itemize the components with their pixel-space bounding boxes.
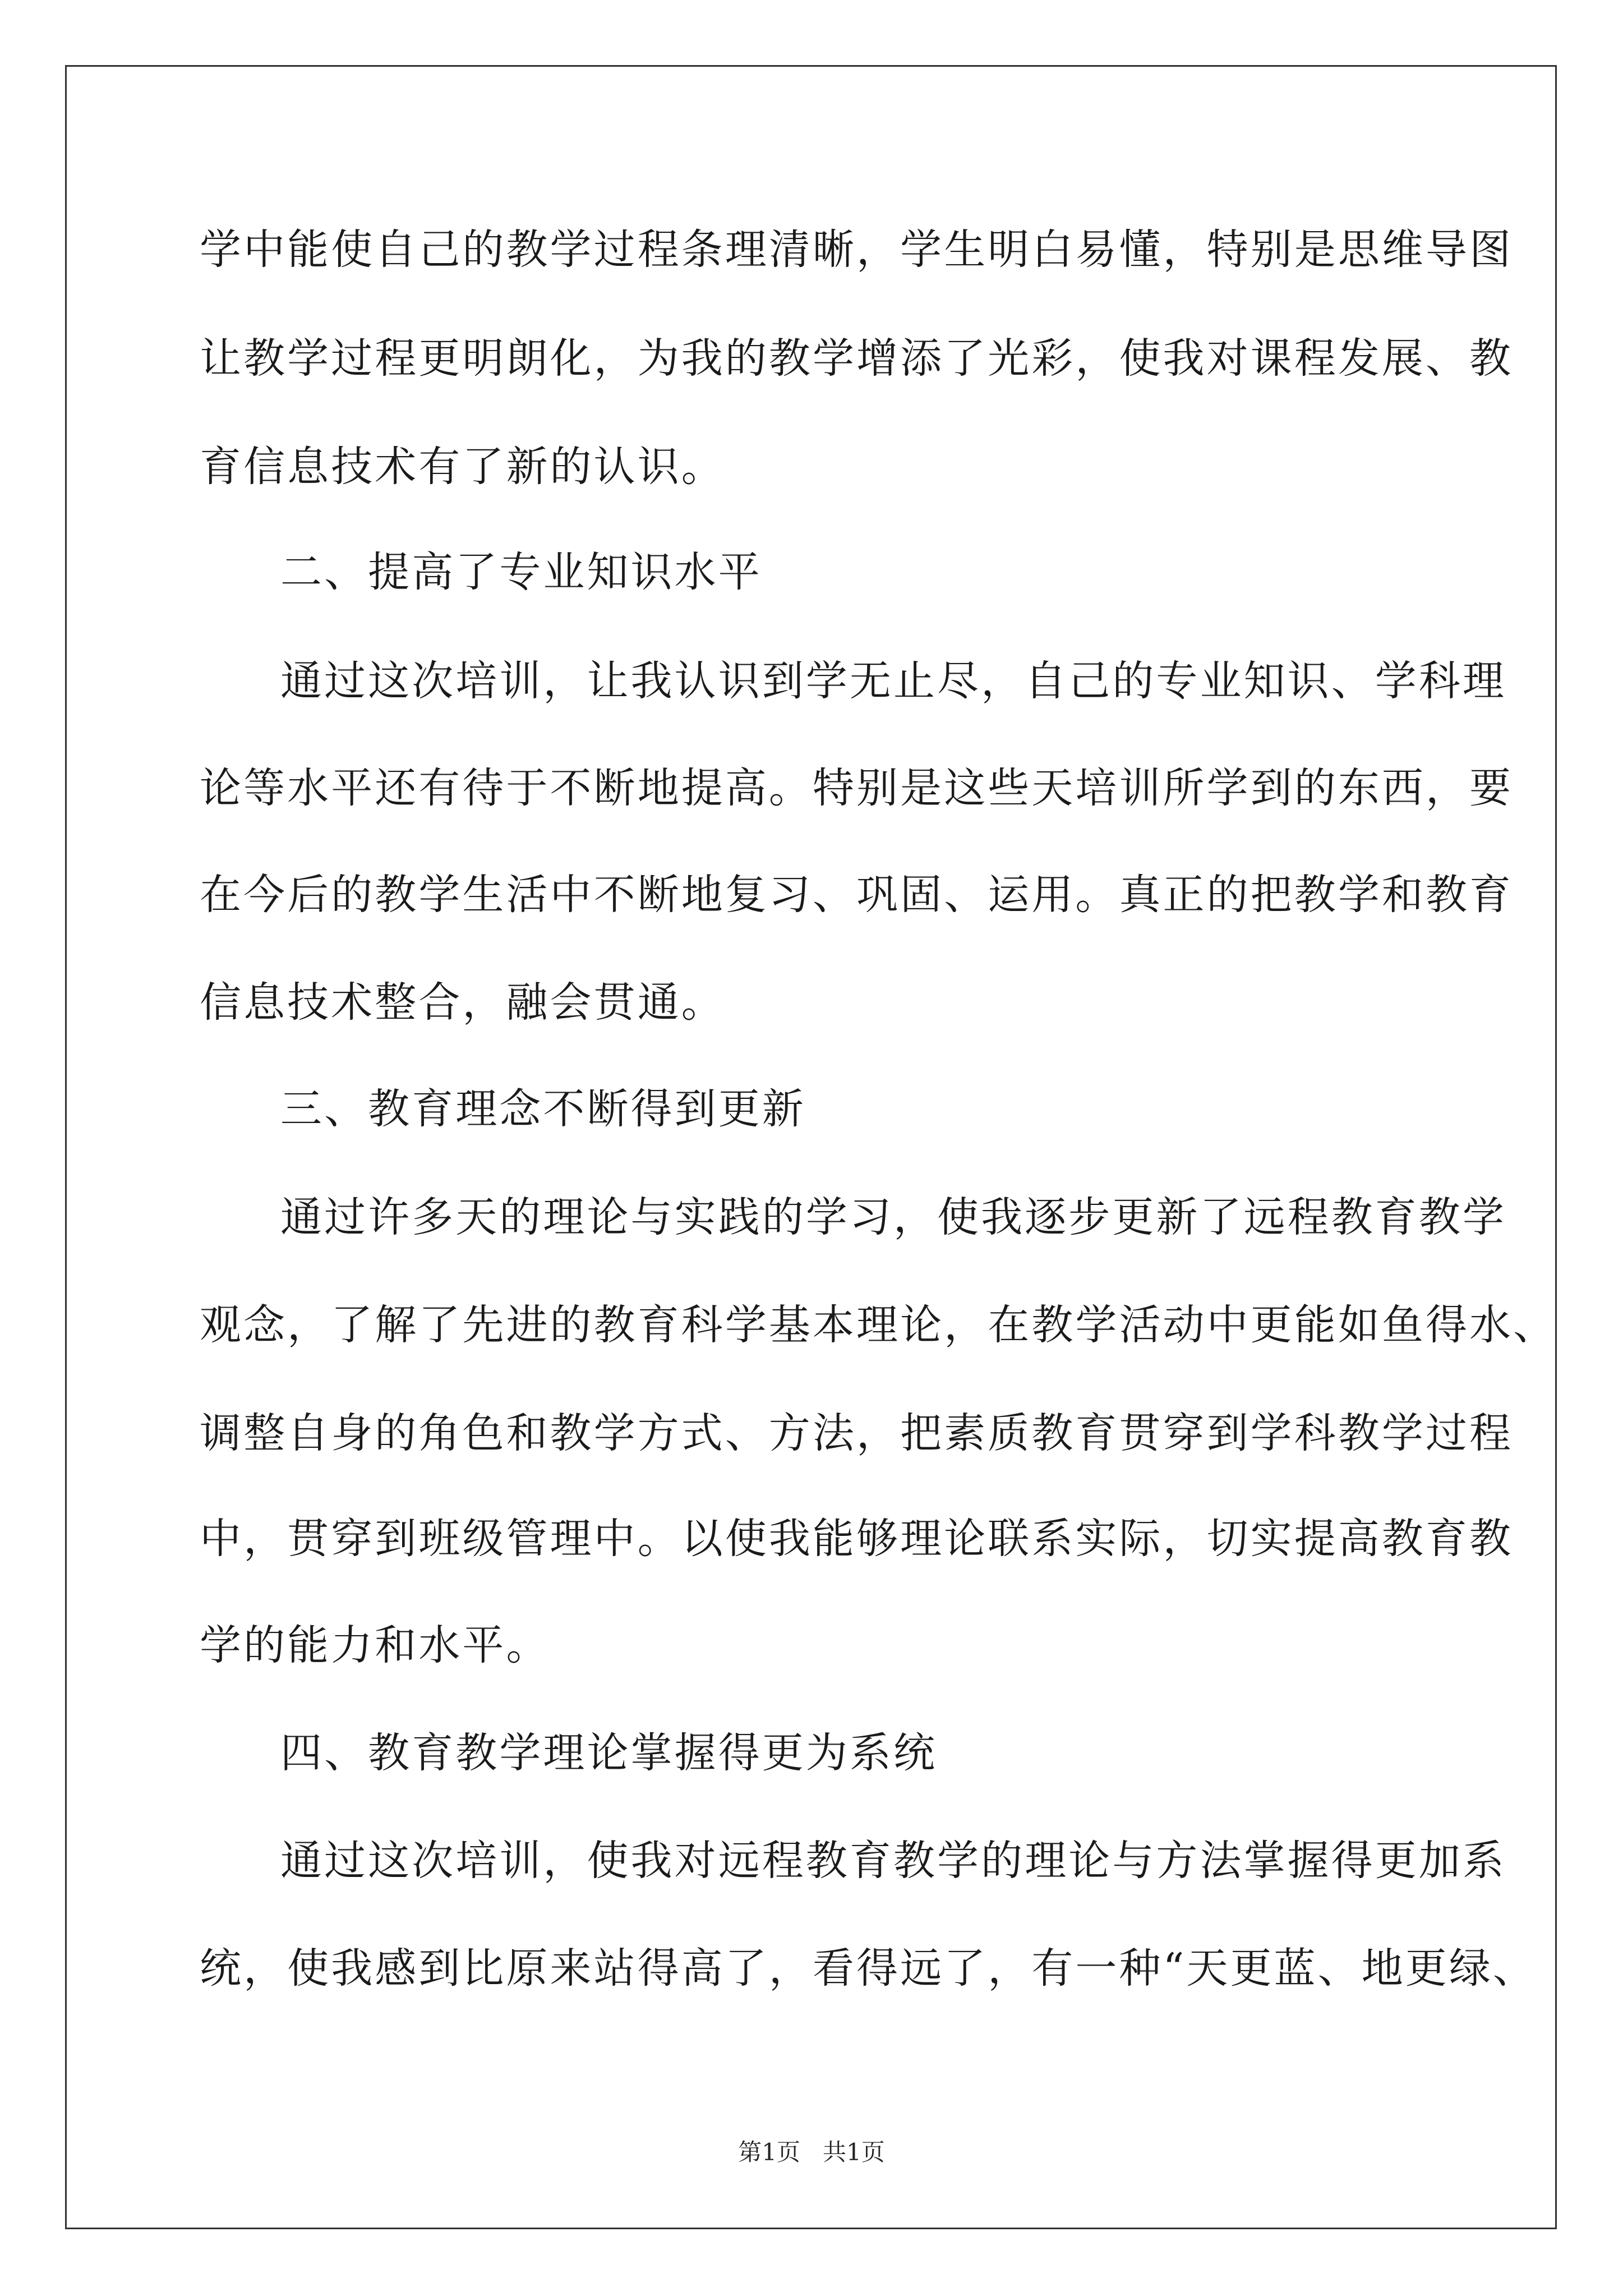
page-border	[65, 65, 1557, 2229]
body-line: 学中能使自己的教学过程条理清晰，学生明白易懂，特别是思维导图	[200, 226, 1514, 274]
body-line: 论等水平还有待于不断地提高。特别是这些天培训所学到的东西，要	[200, 764, 1514, 812]
body-line: 统，使我感到比原来站得高了，看得远了，有一种“天更蓝、地更绿、	[200, 1944, 1537, 1993]
page-number-footer: 第1页 共1页	[738, 2138, 885, 2166]
body-line: 通过这次培训，让我认识到学无止尽，自己的专业知识、学科理	[280, 657, 1506, 705]
body-line: 在今后的教学生活中不断地复习、巩固、运用。真正的把教学和教育	[200, 871, 1514, 919]
body-line: 让教学过程更明朗化，为我的教学增添了光彩，使我对课程发展、教	[200, 334, 1514, 383]
body-line: 育信息技术有了新的认识。	[200, 443, 725, 491]
body-line: 观念，了解了先进的教育科学基本理论，在教学活动中更能如鱼得水、	[200, 1301, 1557, 1349]
section-heading: 四、教育教学理论掌握得更为系统	[280, 1729, 938, 1777]
body-line: 中，贯穿到班级管理中。以使我能够理论联系实际，切实提高教育教	[200, 1515, 1514, 1563]
body-line: 通过许多天的理论与实践的学习，使我逐步更新了远程教育教学	[280, 1193, 1506, 1241]
body-line: 学的能力和水平。	[200, 1621, 550, 1669]
body-line: 信息技术整合，融会贯通。	[200, 978, 725, 1027]
body-line: 通过这次培训，使我对远程教育教学的理论与方法掌握得更加系	[280, 1837, 1506, 1885]
body-line: 调整自身的角色和教学方式、方法，把素质教育贯穿到学科教学过程	[200, 1409, 1514, 1457]
section-heading: 二、提高了专业知识水平	[280, 548, 762, 596]
section-heading: 三、教育理念不断得到更新	[280, 1085, 806, 1133]
